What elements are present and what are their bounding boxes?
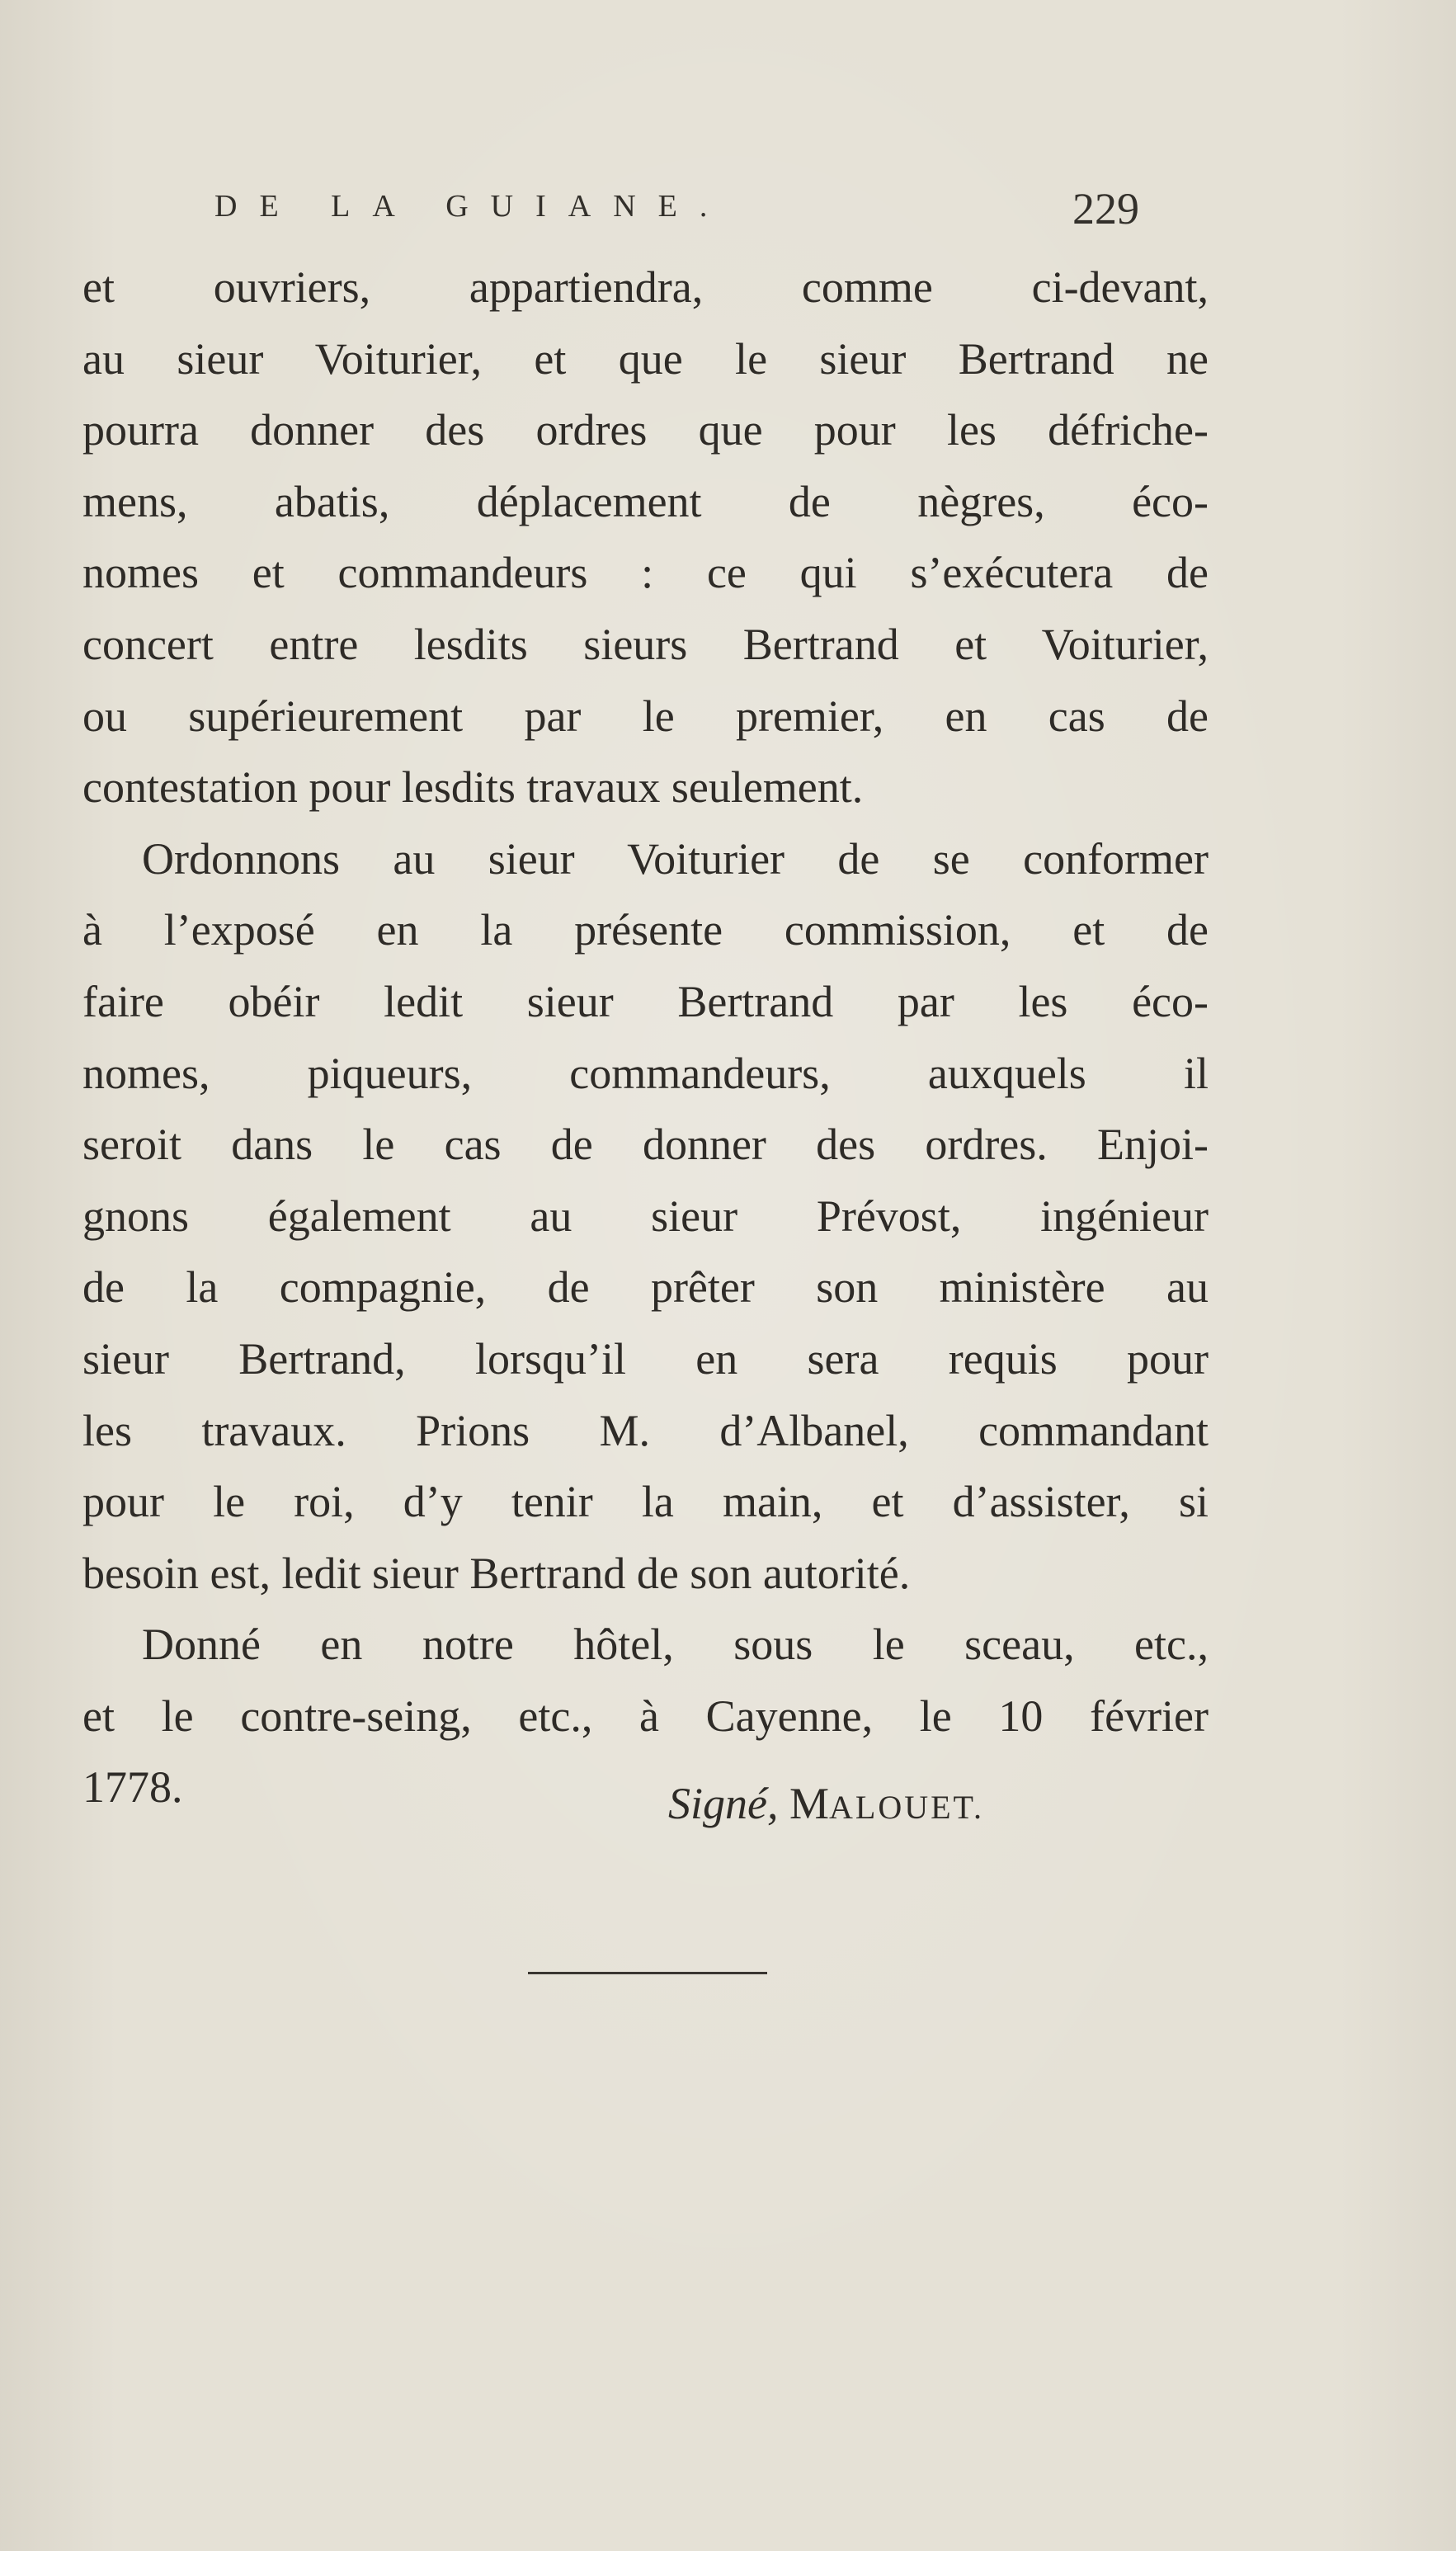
text-line: les travaux. Prions M. d’Albanel, commandant xyxy=(82,1405,1209,1455)
signatory-initial: M xyxy=(789,1779,829,1828)
text-line: ou supérieurement par le premier, en cas de xyxy=(82,691,1209,741)
text-line: concert entre lesdits sieurs Bertrand et Voiturier, xyxy=(82,619,1209,669)
text-line: nomes et commandeurs : ce qui s’exécutera de xyxy=(82,548,1209,598)
text-line: faire obéir ledit sieur Bertrand par les éco- xyxy=(82,976,1209,1026)
signatory-name: ALOUET. xyxy=(829,1789,984,1826)
running-head: DE LA GUIANE. xyxy=(214,189,730,224)
body-text xyxy=(82,252,1209,1823)
text-line: gnons également au sieur Prévost, ingénieur xyxy=(82,1191,1209,1241)
section-divider xyxy=(528,1972,767,1974)
paragraph-start-line: Donné en notre hôtel, sous le sceau, etc., xyxy=(142,1620,1209,1670)
text-line: pour le roi, d’y tenir la main, et d’assister, si xyxy=(82,1477,1209,1527)
text-line: besoin est, ledit sieur Bertrand de son autorité. xyxy=(82,1548,911,1598)
text-line: de la compagnie, de prêter son ministère au xyxy=(82,1262,1209,1313)
text-line: et ouvriers, appartiendra, comme ci-devant, xyxy=(82,262,1209,312)
text-line: nomes, piqueurs, commandeurs, auxquels il xyxy=(82,1048,1209,1098)
page-number: 229 xyxy=(1072,184,1139,233)
paragraph-start-line: Ordonnons au sieur Voiturier de se conformer xyxy=(142,833,1209,884)
text-line: contestation pour lesdits travaux seulement. xyxy=(82,762,864,813)
signed-label: Signé, xyxy=(668,1779,779,1828)
text-line: 1778. xyxy=(82,1762,183,1813)
text-line: pourra donner des ordres que pour les défriche- xyxy=(82,405,1209,455)
text-line: sieur Bertrand, lorsqu’il en sera requis pour xyxy=(82,1333,1209,1384)
text-line: et le contre-seing, etc., à Cayenne, le 10 février xyxy=(82,1690,1209,1741)
text-line: mens, abatis, déplacement de nègres, éco- xyxy=(82,476,1209,526)
text-line: à l’exposé en la présente commission, et de xyxy=(82,905,1209,955)
signature xyxy=(668,1778,984,1829)
text-line: seroit dans le cas de donner des ordres. Enjoi- xyxy=(82,1120,1209,1170)
text-line: au sieur Voiturier, et que le sieur Bertrand ne xyxy=(82,333,1209,384)
